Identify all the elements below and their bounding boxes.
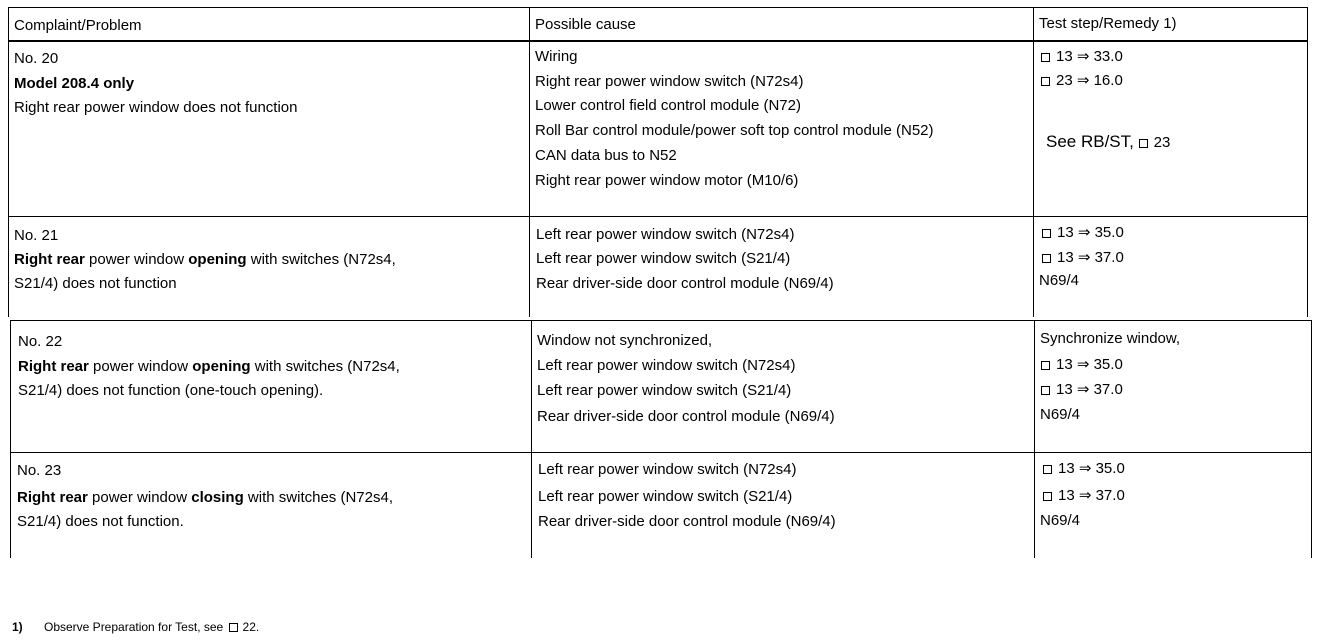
row-22-problem-line2: S21/4) does not function (one-touch opening).	[18, 382, 324, 399]
row-20-cause: CAN data bus to N52	[535, 147, 677, 164]
table-rule	[529, 7, 530, 317]
table-rule	[8, 7, 9, 317]
footnote-text: Observe Preparation for Test, see	[44, 620, 224, 634]
row-23-remedy: N69/4	[1040, 512, 1081, 529]
row-21-cause: Rear driver-side door control module (N69/4)	[536, 275, 834, 292]
row-23-problem-line2: S21/4) does not function.	[17, 513, 184, 530]
row-20-problem: Right rear power window does not function	[14, 99, 298, 116]
footnote	[12, 620, 259, 634]
row-22-cause: Rear driver-side door control module (N69/4)	[537, 408, 835, 425]
table-rule	[531, 320, 532, 558]
row-23-remedy: 13 ⇒ 35.0	[1043, 460, 1125, 478]
table-rule	[1311, 320, 1312, 558]
row-22-cause: Left rear power window switch (S21/4)	[537, 382, 792, 399]
row-21-number: No. 21	[14, 227, 59, 244]
row-22-remedy: N69/4	[1040, 406, 1081, 423]
table-rule	[8, 7, 1308, 8]
reference-box-icon	[1041, 386, 1050, 395]
header-cause: Possible cause	[535, 16, 636, 33]
table-rule	[1033, 7, 1034, 317]
reference-box-icon	[1139, 139, 1148, 148]
row-21-cause: Left rear power window switch (N72s4)	[536, 226, 795, 243]
reference-box-icon	[1041, 361, 1050, 370]
row-22-number: No. 22	[18, 333, 63, 350]
reference-box-icon	[1042, 254, 1051, 263]
row-23-problem: Right rear power window closing with switches (N72s4,	[17, 489, 393, 506]
table-rule	[10, 320, 1312, 321]
row-21-cause: Left rear power window switch (S21/4)	[536, 250, 791, 267]
row-22-remedy: 13 ⇒ 35.0	[1041, 356, 1123, 374]
row-23-cause: Rear driver-side door control module (N69/4)	[538, 513, 836, 530]
table-rule	[10, 320, 11, 558]
row-20-cause: Lower control field control module (N72)	[535, 97, 801, 114]
table-rule	[8, 216, 1308, 217]
row-20-remedy: 13 ⇒ 33.0	[1041, 48, 1123, 66]
row-22-remedy: 13 ⇒ 37.0	[1041, 381, 1123, 399]
row-20-model: Model 208.4 only	[14, 75, 135, 92]
row-20-number: No. 20	[14, 50, 59, 67]
row-20-cause: Right rear power window motor (M10/6)	[535, 172, 799, 189]
footnote-marker: 1)	[12, 620, 23, 634]
row-22-cause: Left rear power window switch (N72s4)	[537, 357, 796, 374]
row-22-remedy: Synchronize window,	[1040, 330, 1181, 347]
footnote-ref: 22.	[242, 620, 260, 634]
header-complaint: Complaint/Problem	[14, 17, 142, 34]
row-23-cause: Left rear power window switch (N72s4)	[538, 461, 797, 478]
reference-box-icon	[1043, 492, 1052, 501]
row-22-cause: Window not synchronized,	[537, 332, 713, 349]
row-23-cause: Left rear power window switch (S21/4)	[538, 488, 793, 505]
row-21-remedy: 13 ⇒ 37.0	[1042, 249, 1124, 267]
row-22-problem: Right rear power window opening with switches (N72s4,	[18, 358, 400, 375]
row-21-problem-line2: S21/4) does not function	[14, 275, 177, 292]
reference-box-icon	[229, 623, 238, 632]
row-20-see-reference: See RB/ST, 23	[1046, 132, 1171, 151]
row-21-remedy: N69/4	[1039, 272, 1080, 289]
reference-box-icon	[1041, 77, 1050, 86]
row-20-remedy: 23 ⇒ 16.0	[1041, 72, 1123, 90]
reference-box-icon	[1043, 465, 1052, 474]
row-23-number: No. 23	[17, 462, 62, 479]
reference-box-icon	[1042, 229, 1051, 238]
row-20-cause: Right rear power window switch (N72s4)	[535, 73, 804, 90]
table-rule	[1307, 7, 1308, 317]
row-21-problem: Right rear power window opening with switches (N72s4,	[14, 251, 396, 268]
table-rule	[1034, 320, 1035, 558]
row-20-cause: Roll Bar control module/power soft top control module (N52)	[535, 122, 934, 139]
row-21-remedy: 13 ⇒ 35.0	[1042, 224, 1124, 242]
table-rule	[10, 452, 1312, 453]
row-23-remedy: 13 ⇒ 37.0	[1043, 487, 1125, 505]
header-remedy: Test step/Remedy 1)	[1039, 15, 1177, 32]
row-20-cause: Wiring	[535, 48, 578, 65]
table-rule	[8, 40, 1308, 42]
reference-box-icon	[1041, 53, 1050, 62]
